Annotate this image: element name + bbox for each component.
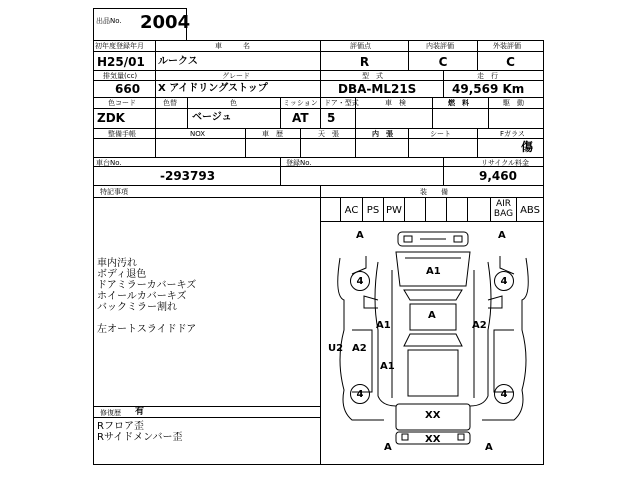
interior-trim-label: 内 張 xyxy=(372,130,393,138)
wheel-front-right: 4 xyxy=(494,271,514,291)
repair-history-value: 有 xyxy=(135,407,145,417)
doors-value: 5 xyxy=(327,111,336,125)
drive-label: 駆 動 xyxy=(503,99,524,107)
note-line: バックミラー割れ xyxy=(97,302,177,313)
color-code-label: 色コード xyxy=(108,99,136,107)
score-label: 評価点 xyxy=(350,42,371,50)
inspection-label: 車 検 xyxy=(385,99,406,107)
note-line: 車内汚れ xyxy=(97,258,137,269)
first-registration-label: 初年度登録年月 xyxy=(95,42,144,50)
damage-left-pillar-a: A2 xyxy=(352,343,367,354)
damage-rear-right: A xyxy=(485,442,493,453)
transmission-label: ミッション xyxy=(283,99,318,107)
color-change-label: 色替 xyxy=(163,99,177,107)
note-line: ボディ退色 xyxy=(97,269,147,280)
nox-label: NOX xyxy=(190,130,206,138)
mileage-value: 49,569 Km xyxy=(452,82,525,96)
vehicle-history-label: 車 歴 xyxy=(262,130,283,138)
score-value: R xyxy=(359,55,370,69)
model-code-label: 型 式 xyxy=(362,72,383,80)
damage-right-front-door: A2 xyxy=(472,320,487,331)
lot-number: 2004 xyxy=(140,12,191,33)
grade-label: グレード xyxy=(222,72,250,80)
fuel-label: 燃 料 xyxy=(448,99,469,107)
color-label: 色 xyxy=(230,99,237,107)
damage-left-front-door: A1 xyxy=(376,320,391,331)
chassis-number-value: -293793 xyxy=(160,169,216,183)
repair-line: Rサイドメンバー歪 xyxy=(97,432,183,443)
chassis-number-label: 車台No. xyxy=(96,159,122,167)
color-code-value: ZDK xyxy=(97,111,125,125)
transmission-value: AT xyxy=(292,111,309,125)
damage-front-left: A xyxy=(356,230,364,241)
headliner-label: 天 張 xyxy=(318,130,339,138)
note-line: ホイールカバーキズ xyxy=(97,291,187,302)
car-name-value: ルークス xyxy=(158,56,198,67)
equipment-pw: PW xyxy=(386,205,402,216)
interior-grade-value: C xyxy=(438,55,448,69)
equipment-ps: PS xyxy=(366,205,380,216)
maintenance-book-label: 整備手帳 xyxy=(108,130,136,138)
first-registration-value: H25/01 xyxy=(97,55,145,69)
damage-rear-gate: XX xyxy=(425,410,441,421)
color-value: ベージュ xyxy=(192,112,232,123)
displacement-value: 660 xyxy=(115,82,141,96)
car-name-label: 車 名 xyxy=(215,42,250,50)
note-line: ドアミラーカバーキズ xyxy=(97,280,197,291)
damage-rear-left: A xyxy=(384,442,392,453)
front-glass-value: 傷 xyxy=(521,140,534,154)
exterior-grade-label: 外装評価 xyxy=(493,42,521,50)
equipment-abs: ABS xyxy=(520,205,540,216)
equipment-label: 装 備 xyxy=(420,188,448,196)
recycle-fee-value: 9,460 xyxy=(479,169,517,183)
front-glass-label: Fガラス xyxy=(500,130,525,138)
mileage-label: 走 行 xyxy=(477,72,498,80)
registration-number-label: 登録No. xyxy=(286,159,312,167)
wheel-rear-right: 4 xyxy=(494,384,514,404)
repair-history-label: 修復歴 xyxy=(100,409,121,417)
lot-number-label: 出品No. xyxy=(96,17,122,25)
equipment-airbag: AIR BAG xyxy=(493,199,514,219)
recycle-fee-label: リサイクル料金 xyxy=(481,159,530,167)
model-code-value: DBA-ML21S xyxy=(338,82,417,96)
wheel-front-left: 4 xyxy=(350,271,370,291)
exterior-grade-value: C xyxy=(506,55,515,69)
doors-label: ドア・型式 xyxy=(324,99,359,107)
displacement-label: 排気量(cc) xyxy=(103,72,138,80)
damage-left-rear-door: A1 xyxy=(380,361,395,372)
damage-front-right: A xyxy=(498,230,506,241)
note-line: 左オートスライドドア xyxy=(97,324,197,335)
seat-label: シート xyxy=(430,130,451,138)
grade-value: X アイドリングストップ xyxy=(158,83,268,94)
damage-roof: A xyxy=(428,310,436,321)
damage-hood: A1 xyxy=(426,266,441,277)
wheel-rear-left: 4 xyxy=(350,384,370,404)
damage-rear-bumper: XX xyxy=(425,434,441,445)
repair-line: Rフロア歪 xyxy=(97,421,144,432)
interior-grade-label: 内装評価 xyxy=(426,42,454,50)
equipment-ac: AC xyxy=(344,205,359,216)
notes-label: 特記事項 xyxy=(100,188,128,196)
damage-left-pillar-u: U2 xyxy=(328,343,344,354)
